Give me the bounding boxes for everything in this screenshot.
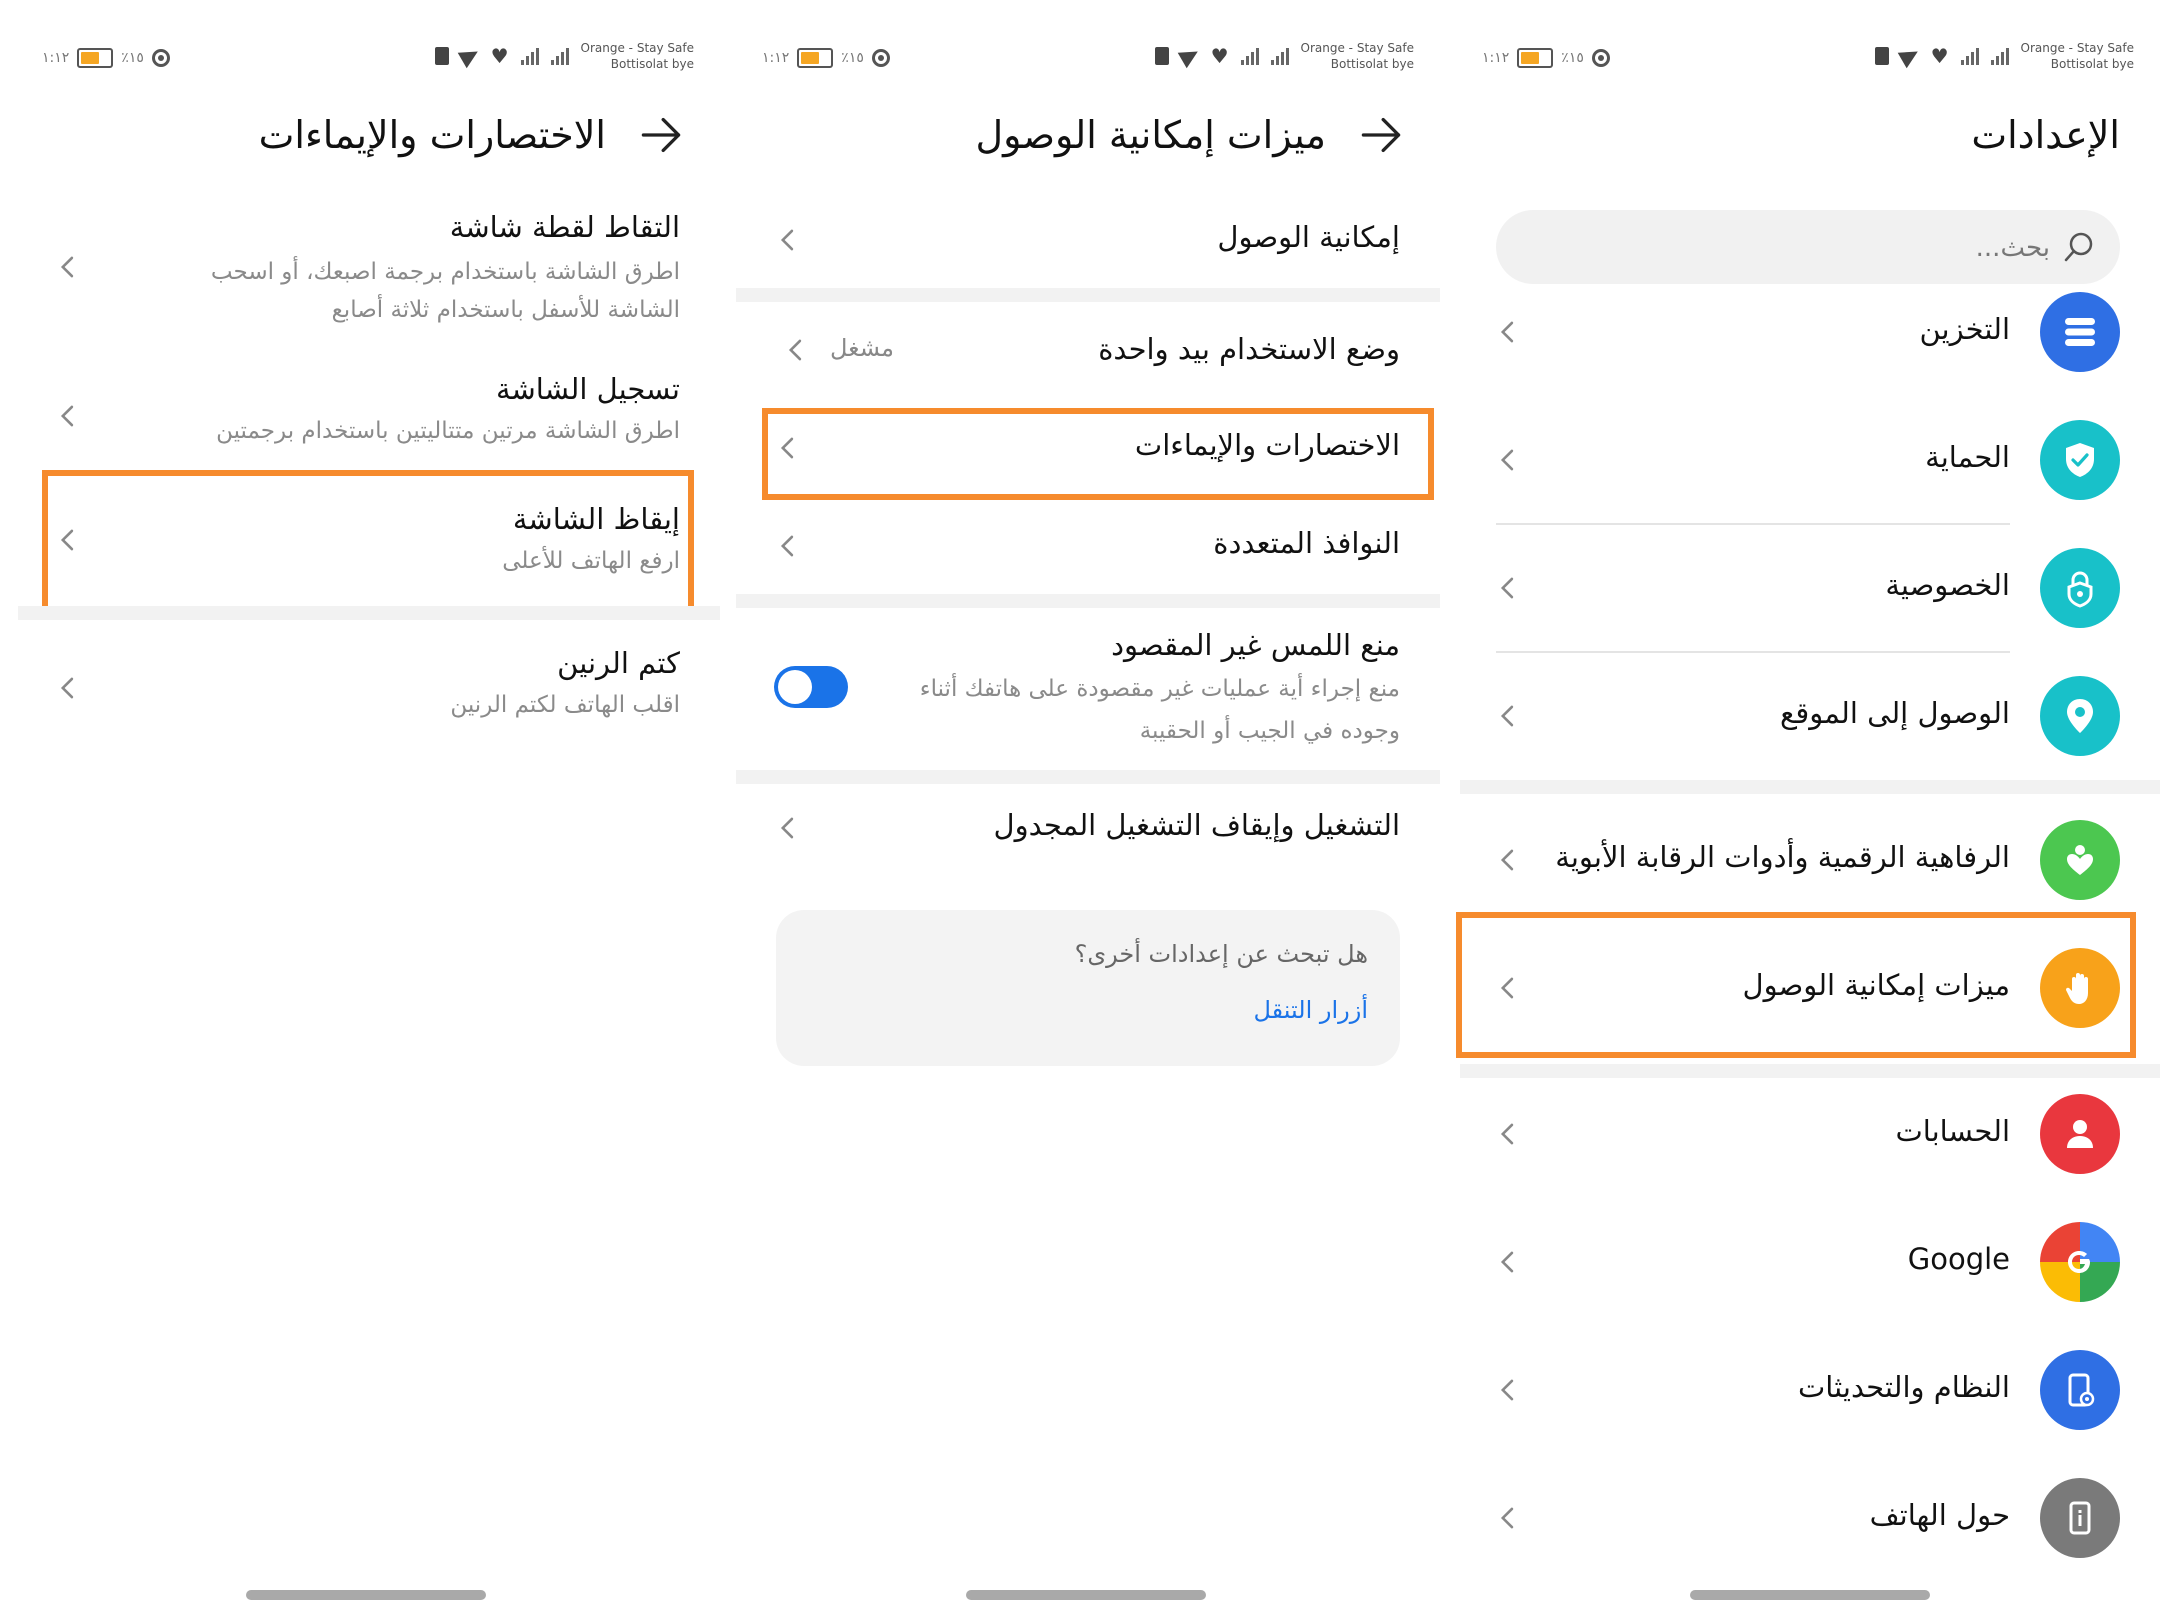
item-value: مشغل — [830, 334, 895, 362]
status-bar — [0, 40, 720, 76]
status-time: ١:١٢ — [762, 50, 790, 66]
chevron-left-icon — [1488, 1242, 1528, 1282]
chevron-left-icon — [48, 247, 88, 287]
signal-icon-2 — [1271, 47, 1289, 65]
account-icon — [2040, 1094, 2120, 1174]
signal-icon — [1961, 47, 1979, 65]
item-title: التشغيل وإيقاف التشغيل المجدول — [993, 808, 1400, 842]
home-indicator[interactable] — [966, 1590, 1206, 1600]
item-label: التخزين — [1919, 312, 2010, 346]
item-label: ميزات إمكانية الوصول — [1742, 968, 2010, 1002]
section-divider — [736, 594, 1440, 608]
notification-icon — [1155, 47, 1169, 65]
notification-icon — [435, 47, 449, 65]
notification-icon — [1875, 47, 1889, 65]
chevron-left-icon — [48, 668, 88, 708]
settings-item-system-updates[interactable] — [1440, 1326, 2160, 1454]
item-title: النوافذ المتعددة — [1213, 526, 1400, 560]
signal-icon-2 — [1991, 47, 2009, 65]
battery-icon — [77, 48, 113, 68]
send-icon — [457, 44, 482, 69]
item-desc: ارفع الهاتف للأعلى — [502, 548, 680, 574]
item-title: إيقاظ الشاشة — [512, 502, 680, 536]
settings-item-google[interactable] — [1440, 1198, 2160, 1326]
more-settings-question: هل تبحث عن إعدادات أخرى؟ — [1074, 940, 1368, 968]
eye-icon — [1592, 49, 1610, 67]
signal-icon — [521, 47, 539, 65]
page-title: ميزات إمكانية الوصول — [975, 113, 1326, 157]
chevron-left-icon — [1488, 696, 1528, 736]
item-desc: اطرق الشاشة باستخدام برجمة اصبعك، أو اسحب الشاشة للأسفل باستخدام ثلاثة أصابع — [210, 259, 680, 323]
settings-item-accounts[interactable] — [1440, 1070, 2160, 1198]
header — [259, 100, 688, 170]
send-icon — [1177, 44, 1202, 69]
status-bar — [720, 40, 1440, 76]
battery-icon — [797, 48, 833, 68]
one-hand-mode-item[interactable] — [720, 310, 1440, 390]
google-icon — [2040, 1222, 2120, 1302]
status-bar — [1440, 40, 2160, 76]
heart-icon: ♥ — [1210, 44, 1229, 68]
search-icon — [2062, 230, 2096, 264]
chevron-left-icon — [1488, 568, 1528, 608]
home-indicator[interactable] — [1690, 1590, 1930, 1600]
accessibility-item[interactable] — [720, 200, 1440, 280]
heart-icon: ♥ — [1930, 44, 1949, 68]
accidental-touch-toggle[interactable] — [774, 666, 848, 708]
screenshot-item[interactable] — [0, 195, 720, 335]
item-title: وضع الاستخدام بيد واحدة — [1098, 332, 1400, 366]
item-label: Google — [1907, 1242, 2010, 1276]
chevron-left-icon — [768, 220, 808, 260]
toggle-knob — [778, 670, 812, 704]
scheduled-power-item[interactable] — [720, 790, 1440, 870]
item-label: الرفاهية الرقمية وأدوات الرقابة الأبوية — [1555, 840, 2010, 874]
header — [1971, 100, 2120, 170]
item-title: تسجيل الشاشة — [495, 372, 680, 406]
privacy-lock-icon — [2040, 548, 2120, 628]
item-title: الاختصارات والإيماءات — [1134, 428, 1400, 462]
chevron-left-icon — [48, 520, 88, 560]
item-desc: اقلب الهاتف لكتم الرنين — [450, 692, 680, 718]
battery-icon — [1517, 48, 1553, 68]
section-divider — [736, 288, 1440, 302]
section-divider — [1460, 780, 2160, 794]
shield-check-icon — [2040, 420, 2120, 500]
signal-icon-2 — [551, 47, 569, 65]
item-label: حول الهاتف — [1869, 1498, 2010, 1532]
item-desc: اطرق الشاشة مرتين متتاليتين باستخدام برجمتين — [216, 418, 680, 444]
eye-icon — [152, 49, 170, 67]
chevron-left-icon — [1488, 1114, 1528, 1154]
back-arrow-icon[interactable] — [1354, 108, 1408, 162]
settings-item-protection[interactable] — [1440, 396, 2160, 524]
chevron-left-icon — [768, 526, 808, 566]
chevron-left-icon — [1488, 440, 1528, 480]
item-title: التقاط لقطة شاشة — [449, 210, 680, 244]
chevron-left-icon — [1488, 968, 1528, 1008]
settings-item-storage[interactable] — [1440, 268, 2160, 396]
more-settings-card — [776, 910, 1400, 1066]
settings-screen — [1440, 0, 2160, 1620]
home-indicator[interactable] — [246, 1590, 486, 1600]
shortcuts-gestures-item[interactable] — [720, 412, 1440, 492]
system-update-icon — [2040, 1350, 2120, 1430]
item-label: الحماية — [1925, 440, 2010, 474]
chevron-left-icon — [1488, 312, 1528, 352]
hand-icon — [2040, 948, 2120, 1028]
section-divider — [18, 606, 720, 620]
settings-item-accessibility[interactable] — [1440, 924, 2160, 1052]
send-icon — [1897, 44, 1922, 69]
wake-screen-item[interactable] — [0, 490, 720, 600]
accidental-touch-item[interactable] — [720, 620, 1440, 770]
carrier-name: Orange - Stay Safe Bottisolat bye — [1300, 41, 1414, 71]
page-title: الاختصارات والإيماءات — [258, 113, 606, 157]
settings-item-about-phone[interactable] — [1440, 1454, 2160, 1582]
page-title: الإعدادات — [1971, 113, 2120, 157]
carrier-name: Orange - Stay Safe Bottisolat bye — [2020, 41, 2134, 71]
chevron-left-icon — [768, 428, 808, 468]
status-time: ١:١٢ — [1482, 50, 1510, 66]
chevron-left-icon — [1488, 840, 1528, 880]
item-label: الوصول إلى الموقع — [1780, 696, 2010, 730]
settings-item-location[interactable] — [1440, 652, 2160, 780]
chevron-left-icon — [48, 396, 88, 436]
item-label: الخصوصية — [1885, 568, 2010, 602]
multi-window-item[interactable] — [720, 510, 1440, 590]
item-title: منع اللمس غير المقصود — [1111, 628, 1400, 662]
carrier-name: Orange - Stay Safe Bottisolat bye — [580, 41, 694, 71]
screen-record-item[interactable] — [0, 360, 720, 460]
chevron-left-icon — [1488, 1370, 1528, 1410]
chevron-left-icon — [776, 330, 816, 370]
item-title: كتم الرنين — [557, 646, 680, 680]
battery-percent: ٪١٥ — [121, 50, 144, 66]
settings-item-digital-wellbeing[interactable] — [1440, 796, 2160, 924]
accessibility-screen — [720, 0, 1440, 1620]
battery-percent: ٪١٥ — [1561, 50, 1584, 66]
item-title: إمكانية الوصول — [1217, 220, 1400, 254]
item-label: النظام والتحديثات — [1798, 1370, 2010, 1404]
item-label: الحسابات — [1895, 1114, 2010, 1148]
battery-percent: ٪١٥ — [841, 50, 864, 66]
storage-icon — [2040, 292, 2120, 372]
shortcuts-gestures-screen — [0, 0, 720, 1620]
back-arrow-icon[interactable] — [634, 108, 688, 162]
about-phone-icon — [2040, 1478, 2120, 1558]
item-desc: منع إجراء أية عمليات غير مقصودة على هاتفك أثناء وجوده في الجيب أو الحقيبة — [919, 676, 1400, 744]
heart-person-icon — [2040, 820, 2120, 900]
heart-icon: ♥ — [490, 44, 509, 68]
eye-icon — [872, 49, 890, 67]
navigation-buttons-link[interactable]: أزرار التنقل — [1253, 996, 1368, 1024]
status-time: ١:١٢ — [42, 50, 70, 66]
header — [976, 100, 1408, 170]
section-divider — [736, 770, 1440, 784]
mute-ring-item[interactable] — [0, 640, 720, 740]
signal-icon — [1241, 47, 1259, 65]
chevron-left-icon — [768, 808, 808, 848]
chevron-left-icon — [1488, 1498, 1528, 1538]
location-pin-icon — [2040, 676, 2120, 756]
settings-item-privacy[interactable] — [1440, 524, 2160, 652]
